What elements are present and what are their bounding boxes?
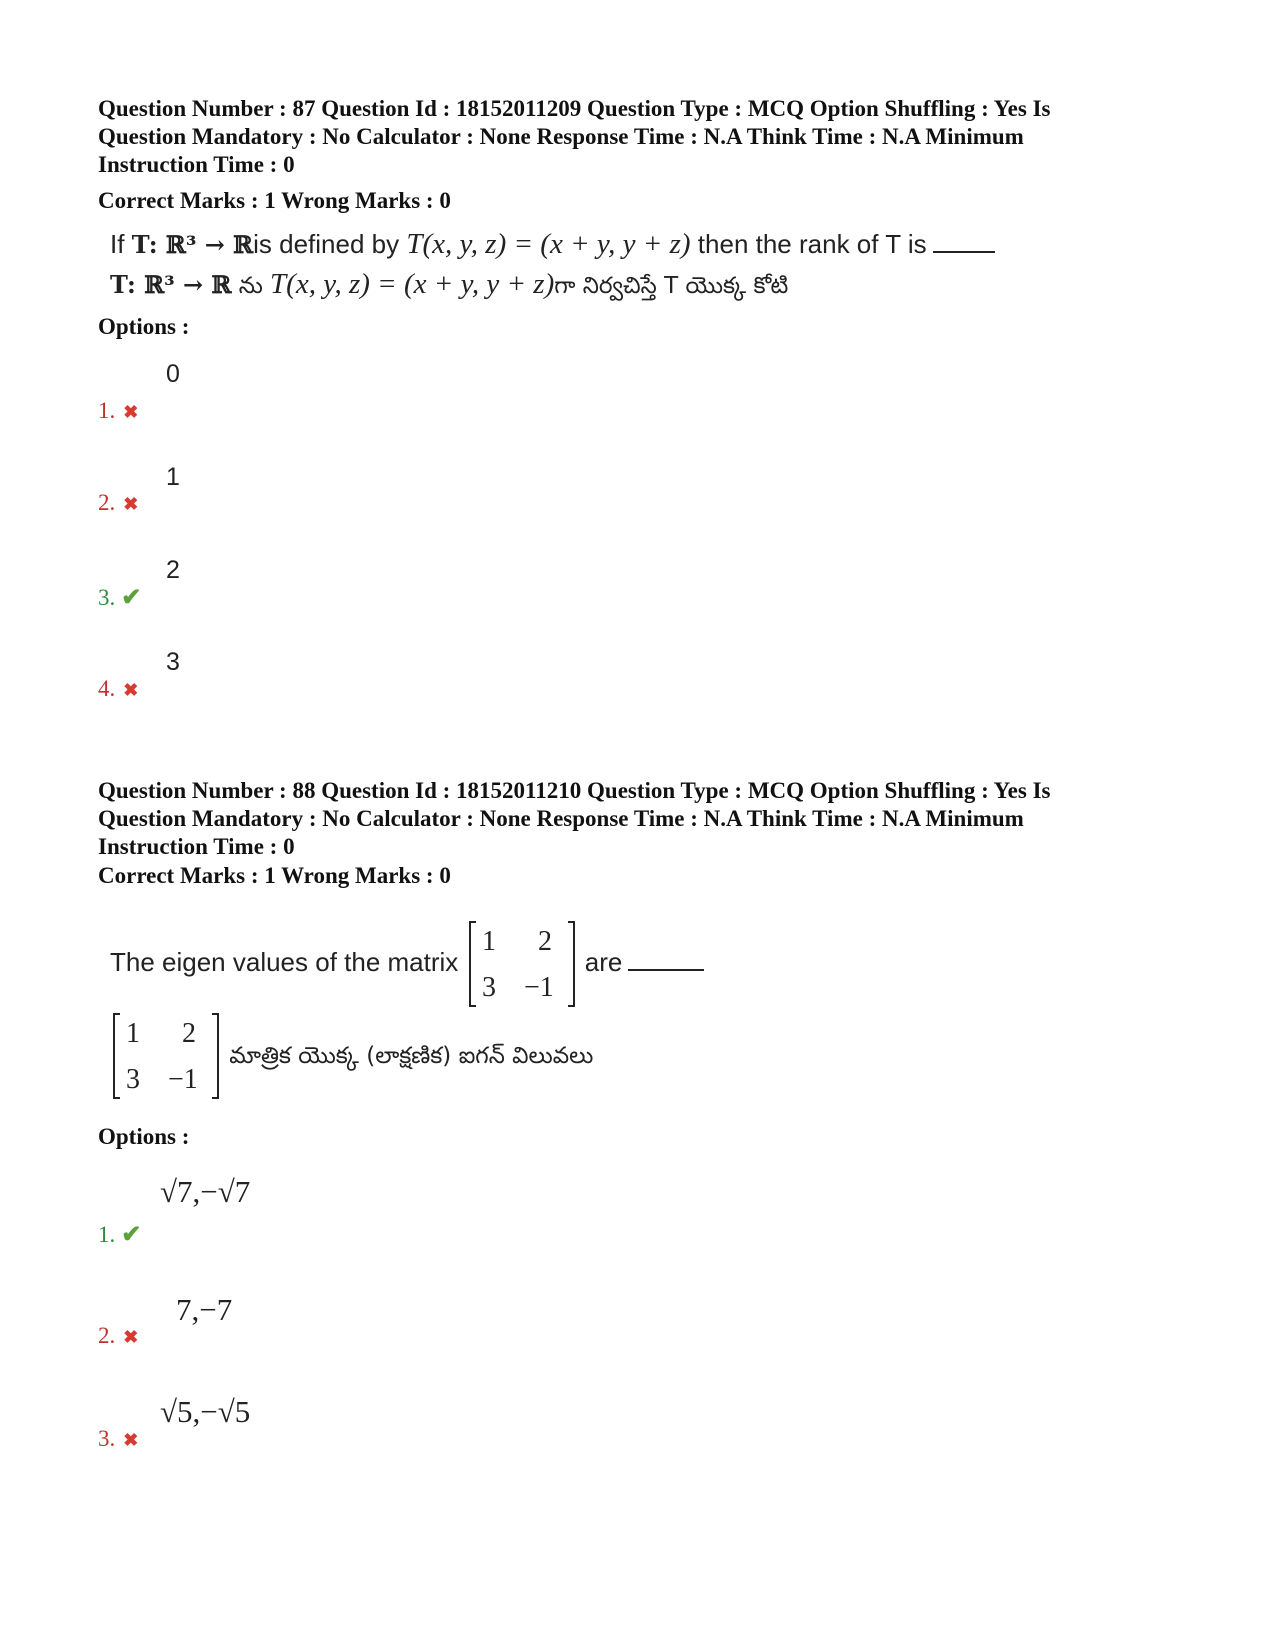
meta-line: Question Number : 87 Question Id : 18152011209 Question Type : MCQ Option Shuffling : Yes Is — [98, 96, 1051, 121]
stem-text: is defined by — [253, 229, 400, 259]
meta-line: Question Mandatory : No Calculator : None Response Time : N.A Think Time : N.A Minimum — [98, 124, 1024, 149]
option-2[interactable] — [98, 1323, 138, 1349]
options-label: Options : — [98, 314, 190, 339]
option-2[interactable] — [98, 490, 138, 516]
option-3-value: √5,−√5 — [160, 1394, 251, 1429]
stem-formula: T(x, y, z) = (x + y, y + z) — [270, 268, 555, 300]
question-88-stem-telugu — [110, 1010, 593, 1102]
option-1[interactable] — [98, 1220, 141, 1249]
stem-formula: T(x, y, z) = (x + y, y + z) — [406, 228, 691, 260]
option-2-value: 7,−7 — [176, 1292, 233, 1327]
matrix — [110, 1010, 222, 1102]
option-number: 3. — [98, 1426, 116, 1451]
stem-text: then the rank of T is — [697, 229, 927, 259]
wrong-icon: ✖ — [123, 1430, 139, 1450]
meta-line: Question Number : 88 Question Id : 18152011210 Question Type : MCQ Option Shuffling : Yes Is — [98, 778, 1051, 803]
matrix-cell: 2 — [537, 926, 552, 957]
question-87-stem-english — [110, 228, 995, 261]
wrong-icon: ✖ — [123, 494, 139, 514]
option-number: 3. — [98, 585, 116, 610]
options-label: Options : — [98, 1124, 190, 1149]
stem-text: ను — [238, 273, 263, 299]
option-number: 2. — [98, 1323, 116, 1348]
option-4-value: 3 — [166, 648, 180, 676]
question-88-stem-english — [110, 918, 704, 1010]
option-4[interactable] — [98, 676, 138, 702]
matrix-cell: 1 — [481, 926, 496, 957]
question-87-meta — [98, 95, 1178, 179]
matrix-cell: −1 — [168, 1064, 198, 1095]
option-3-value: 2 — [166, 556, 180, 584]
stem-text: మాత్రిక యొక్క (లాక్షణిక) ఐగన్ విలువలు — [229, 1042, 594, 1069]
stem-mapping: T: ℝ³ → ℝ — [110, 270, 232, 299]
option-1[interactable] — [98, 398, 138, 424]
option-2-value: 1 — [166, 463, 180, 491]
meta-line: Instruction Time : 0 — [98, 834, 295, 859]
stem-text: are — [584, 946, 623, 977]
question-87-marks: Correct Marks : 1 Wrong Marks : 0 — [98, 188, 451, 213]
check-icon: ✔ — [121, 585, 142, 611]
answer-blank — [933, 251, 995, 253]
option-number: 1. — [98, 398, 116, 423]
option-number: 1. — [98, 1222, 116, 1247]
answer-blank — [628, 969, 704, 971]
option-1-value: √7,−√7 — [160, 1174, 251, 1209]
matrix-cell: 1 — [126, 1018, 140, 1049]
option-number: 2. — [98, 490, 116, 515]
check-icon: ✔ — [121, 1222, 142, 1248]
question-87-stem-telugu — [110, 268, 788, 305]
question-88-marks: Correct Marks : 1 Wrong Marks : 0 — [98, 863, 451, 888]
stem-mapping: T: ℝ³ → ℝ — [131, 230, 254, 259]
option-number: 4. — [98, 676, 116, 701]
option-3[interactable] — [98, 583, 141, 612]
stem-text: గా నిర్వచిస్తే T యొక్క కోటి — [554, 273, 789, 299]
matrix — [466, 918, 578, 1010]
wrong-icon: ✖ — [123, 1327, 139, 1347]
matrix-cell: 2 — [182, 1018, 196, 1049]
stem-text: If — [110, 229, 125, 259]
wrong-icon: ✖ — [123, 402, 139, 422]
meta-line: Instruction Time : 0 — [98, 152, 295, 177]
stem-text: The eigen values of the matrix — [110, 946, 459, 977]
meta-line: Question Mandatory : No Calculator : None Response Time : N.A Think Time : N.A Minimum — [98, 806, 1024, 831]
matrix-cell: −1 — [523, 972, 554, 1003]
question-88-meta — [98, 777, 1178, 861]
wrong-icon: ✖ — [123, 680, 139, 700]
matrix-cell: 3 — [126, 1064, 140, 1095]
matrix-cell: 3 — [481, 972, 496, 1003]
option-1-value: 0 — [166, 360, 180, 388]
option-3[interactable] — [98, 1426, 138, 1452]
